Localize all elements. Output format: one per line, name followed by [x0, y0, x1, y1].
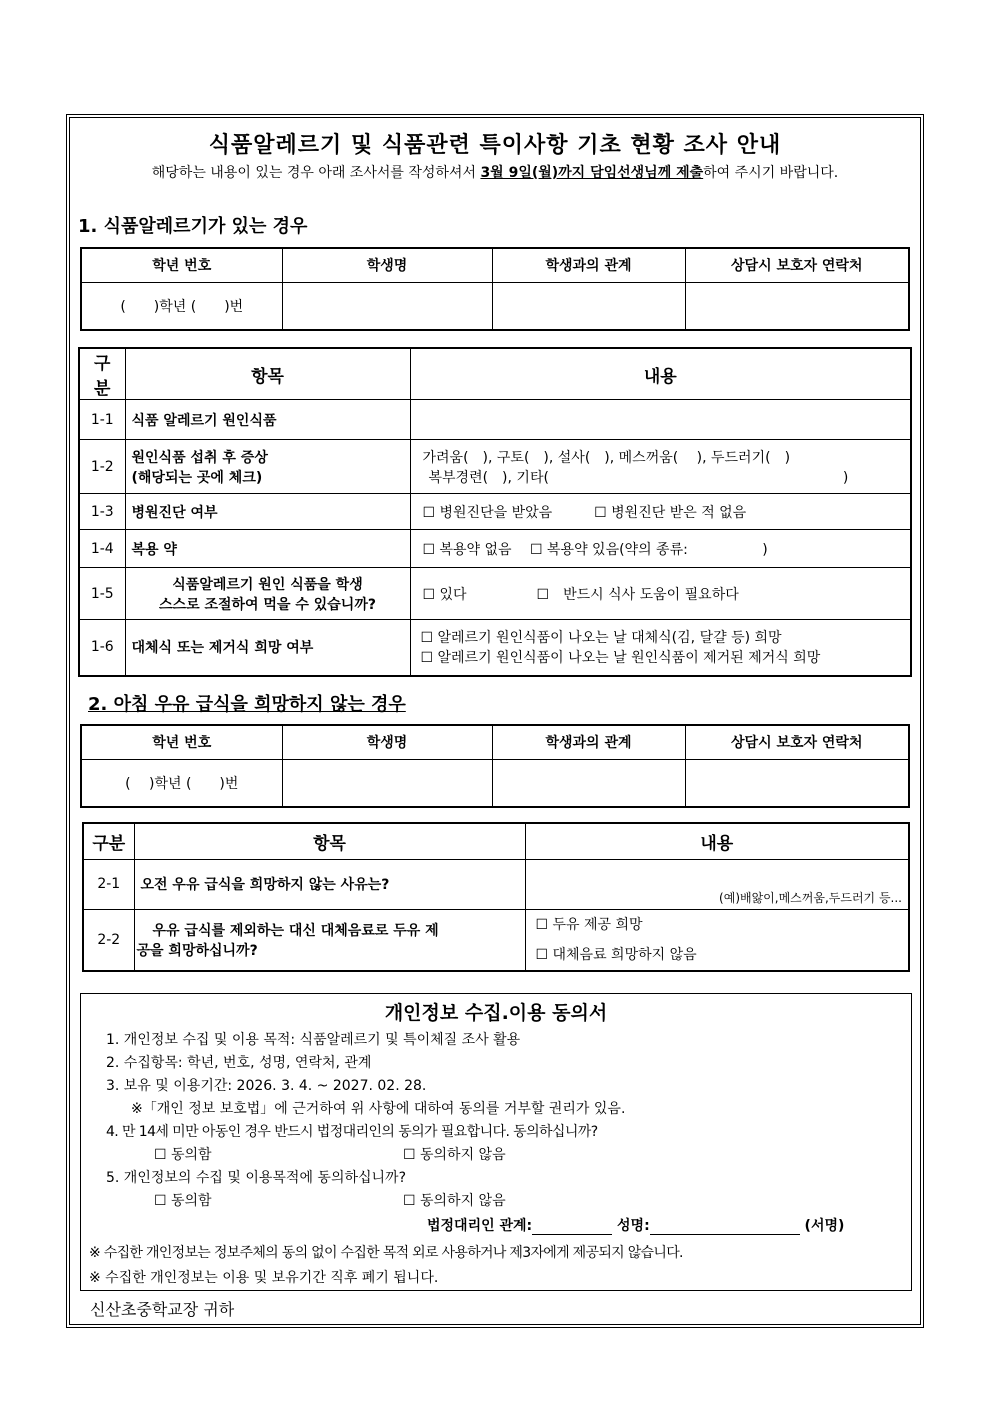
subtitle-deadline: 3월 9일(월)까지 담임선생님께 제출 — [480, 165, 704, 181]
consent-line-3: 3. 보유 및 이용기간: 2026. 3. 4. ~ 2027. 02. 28. — [106, 1078, 427, 1094]
symptom-field[interactable] — [410, 440, 911, 494]
header-guardian-contact: 상담시 보호자 연락처 — [685, 725, 909, 759]
diagnosis-options[interactable]: ☐ 병원진단을 받았음 ☐ 병원진단 받은 적 없음 — [410, 494, 911, 530]
row-item: 대체식 또는 제거식 희망 여부 — [125, 620, 410, 676]
guardian-relation-input[interactable] — [532, 1218, 612, 1235]
row-number: 1-2 — [79, 440, 125, 494]
medication-options[interactable]: ☐ 복용약 없음 ☐ 복용약 있음(약의 종류: ) — [410, 530, 911, 568]
header-grade-number: 학년 번호 — [81, 725, 282, 759]
consent-line-3-note: ※「개인 정보 보호법」에 근거하여 위 사항에 대하여 동의를 거부할 권리가 있음. — [131, 1101, 626, 1117]
header-item: 항목 — [125, 348, 410, 400]
header-content: 내용 — [525, 823, 909, 859]
row-item: 복용 약 — [125, 530, 410, 568]
soymilk-option-2[interactable]: ☐ 대체음료 희망하지 않음 — [535, 946, 697, 963]
signature-name-label: 성명: — [617, 1218, 650, 1234]
consent-box — [80, 993, 912, 1291]
section1-detail-table — [78, 347, 912, 677]
minor-disagree-checkbox[interactable]: ☐ 동의하지 않음 — [403, 1147, 506, 1163]
soymilk-options[interactable] — [525, 909, 909, 971]
consent-line-2: 2. 수집항목: 학년, 번호, 성명, 연락처, 관계 — [106, 1055, 372, 1071]
header-content: 내용 — [410, 348, 911, 400]
relation-field[interactable] — [492, 759, 685, 807]
row-item-line2: 스스로 조절하여 먹을 수 있습니까? — [159, 596, 376, 613]
substitute-meal-options[interactable] — [410, 620, 911, 676]
purpose-agree-checkbox[interactable]: ☐ 동의함 — [154, 1193, 212, 1209]
header-category: 구분 — [83, 823, 134, 859]
header-item: 항목 — [134, 823, 525, 859]
consent-note-2: ※ 수집한 개인정보는 이용 및 보유기간 직후 폐기 됩니다. — [89, 1270, 439, 1286]
minor-agree-checkbox[interactable]: ☐ 동의함 — [154, 1147, 212, 1163]
document-frame — [69, 117, 921, 1325]
relation-field[interactable] — [492, 282, 685, 330]
student-name-field[interactable] — [282, 759, 492, 807]
footer-recipient: 신산초중학교장 귀하 — [90, 1300, 235, 1319]
section1-heading: 1. 식품알레르기가 있는 경우 — [78, 216, 308, 237]
row-number: 2-1 — [83, 859, 134, 909]
row-number: 2-2 — [83, 909, 134, 971]
guardian-contact-field[interactable] — [685, 759, 909, 807]
consent-line-1: 1. 개인정보 수집 및 이용 목적: 식품알레르기 및 특이체질 조사 활용 — [106, 1032, 521, 1048]
guardian-contact-field[interactable] — [685, 282, 909, 330]
header-category: 구분 — [79, 348, 125, 400]
symptom-line2: 복부경련( ), 기타( ) — [428, 469, 849, 486]
row-item-line1: 우유 급식를 제외하는 대신 대체음료로 두유 제 — [152, 922, 439, 939]
consent-note-1: ※ 수집한 개인정보는 정보주체의 동의 없이 수집한 목적 외로 사용하거나 제3자에게 제공되지 않습니다. — [89, 1245, 683, 1261]
consent-title: 개인정보 수집.이용 동의서 — [384, 1002, 608, 1024]
header-relation: 학생과의 관계 — [492, 725, 685, 759]
page-title: 식품알레르기 및 식품관련 특이사항 기초 현황 조사 안내 — [208, 133, 782, 158]
subtitle — [70, 162, 920, 182]
row-item-line1: 원인식품 섭취 후 증상 — [131, 449, 268, 466]
subtitle-after: 하여 주시기 바랍니다. — [703, 165, 839, 181]
row-number: 1-3 — [79, 494, 125, 530]
row-number: 1-1 — [79, 400, 125, 440]
milk-reason-field[interactable]: (예)배앓이,메스꺼움,두드러기 등... — [525, 859, 909, 909]
row-item-line2: (해당되는 곳에 체크) — [131, 469, 263, 486]
row-item — [134, 909, 525, 971]
row-item-line2: 공을 희망하십니까? — [136, 942, 258, 959]
allergen-field[interactable] — [410, 400, 911, 440]
consent-line-5: 5. 개인정보의 수집 및 이용목적에 동의하십니까? — [106, 1170, 406, 1186]
row-item: 식품 알레르기 원인식품 — [125, 400, 410, 440]
section2-heading: 2. 아침 우유 급식을 희망하지 않는 경우 — [88, 694, 406, 715]
soymilk-option-1[interactable]: ☐ 두유 제공 희망 — [535, 916, 643, 933]
grade-number-field[interactable]: ( )학년 ( )번 — [81, 759, 282, 807]
student-name-field[interactable] — [282, 282, 492, 330]
header-guardian-contact: 상담시 보호자 연락처 — [685, 248, 909, 282]
guardian-relation-label: 법정대리인 관계: — [427, 1218, 533, 1234]
header-relation: 학생과의 관계 — [492, 248, 685, 282]
signature-row — [427, 1215, 844, 1235]
row-number: 1-5 — [79, 568, 125, 620]
header-grade-number: 학년 번호 — [81, 248, 282, 282]
row-item: 오전 우유 급식을 희망하지 않는 사유는? — [134, 859, 525, 909]
row-item — [125, 568, 410, 620]
purpose-disagree-checkbox[interactable]: ☐ 동의하지 않음 — [403, 1193, 506, 1209]
section2-student-table — [80, 724, 910, 808]
section2-detail-table — [82, 822, 910, 972]
subtitle-before: 해당하는 내용이 있는 경우 아래 조사서를 작성하셔서 — [151, 165, 481, 181]
signature-name-input[interactable] — [650, 1218, 800, 1235]
self-control-options[interactable]: ☐ 있다 ☐ 반드시 식사 도움이 필요하다 — [410, 568, 911, 620]
header-student-name: 학생명 — [282, 248, 492, 282]
row-item-line1: 식품알레르기 원인 식품을 학생 — [172, 576, 363, 593]
substitute-option-1[interactable]: ☐ 알레르기 원인식품이 나오는 날 대체식(김, 달걀 등) 희망 — [420, 630, 782, 647]
grade-number-field[interactable]: ( )학년 ( )번 — [81, 282, 282, 330]
row-item: 병원진단 여부 — [125, 494, 410, 530]
row-number: 1-4 — [79, 530, 125, 568]
substitute-option-2[interactable]: ☐ 알레르기 원인식품이 나오는 날 원인식품이 제거된 제거식 희망 — [420, 650, 821, 667]
consent-line-4: 4. 만 14세 미만 아동인 경우 반드시 법정대리인의 동의가 필요합니다. 동의하십니까? — [106, 1124, 598, 1140]
row-item — [125, 440, 410, 494]
header-student-name: 학생명 — [282, 725, 492, 759]
signature-mark: (서명) — [804, 1218, 845, 1234]
symptom-line1: 가려움( ), 구토( ), 설사( ), 메스꺼움( ), 두드러기( ) — [422, 449, 791, 466]
section1-student-table — [80, 247, 910, 331]
row-number: 1-6 — [79, 620, 125, 676]
